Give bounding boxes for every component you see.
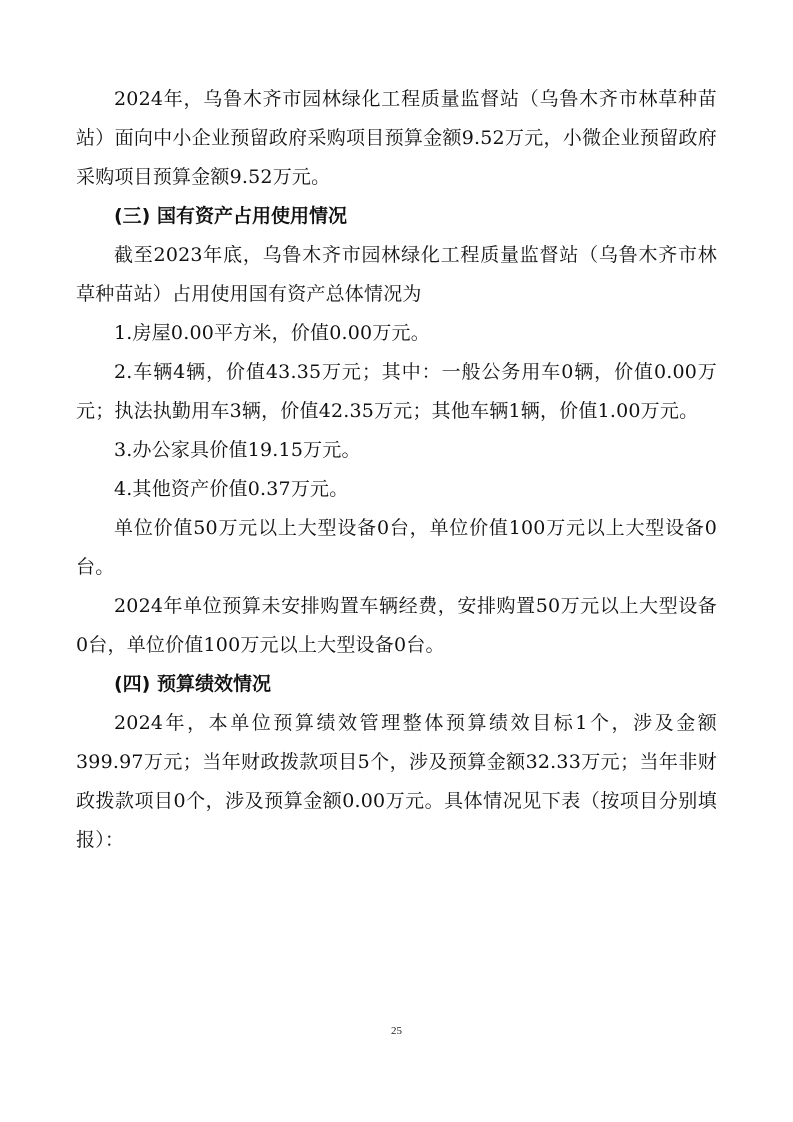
- paragraph-purchase-plan: 2024年单位预算未安排购置车辆经费，安排购置50万元以上大型设备0台，单位价值100万元以上大型设备0台。: [76, 595, 717, 656]
- paragraph-assets-intro: 截至2023年底，乌鲁木齐市园林绿化工程质量监督站（乌鲁木齐市林草种苗站）占用使用国有资产总体情况为: [76, 244, 717, 305]
- document-body: [76, 80, 717, 860]
- paragraph-housing: 1.房屋0.00平方米，价值0.00万元。: [114, 322, 430, 344]
- section-heading-performance: (四) 预算绩效情况: [114, 673, 271, 695]
- paragraph-office-furniture: 3.办公家具价值19.15万元。: [114, 439, 361, 461]
- paragraph-procurement-reserve: 2024年，乌鲁木齐市园林绿化工程质量监督站（乌鲁木齐市林草种苗站）面向中小企业预留政府采购项目预算金额9.52万元，小微企业预留政府采购项目预算金额9.52万元。: [76, 88, 717, 188]
- section-heading-state-assets: (三) 国有资产占用使用情况: [114, 205, 347, 227]
- paragraph-performance-goals: 2024年，本单位预算绩效管理整体预算绩效目标1个，涉及金额399.97万元；当年财政拨款项目5个，涉及预算金额32.33万元；当年非财政拨款项目0个，涉及预算金额0.00万元。具体情况见下表（按项目分别填报）：: [76, 712, 717, 851]
- paragraph-other-assets: 4.其他资产价值0.37万元。: [114, 478, 349, 500]
- page-number: 25: [391, 1025, 402, 1037]
- paragraph-vehicles: 2.车辆4辆，价值43.35万元；其中：一般公务用车0辆，价值0.00万元；执法执勤用车3辆，价值42.35万元；其他车辆1辆，价值1.00万元。: [76, 361, 717, 422]
- paragraph-large-equipment: 单位价值50万元以上大型设备0台，单位价值100万元以上大型设备0台。: [76, 517, 717, 578]
